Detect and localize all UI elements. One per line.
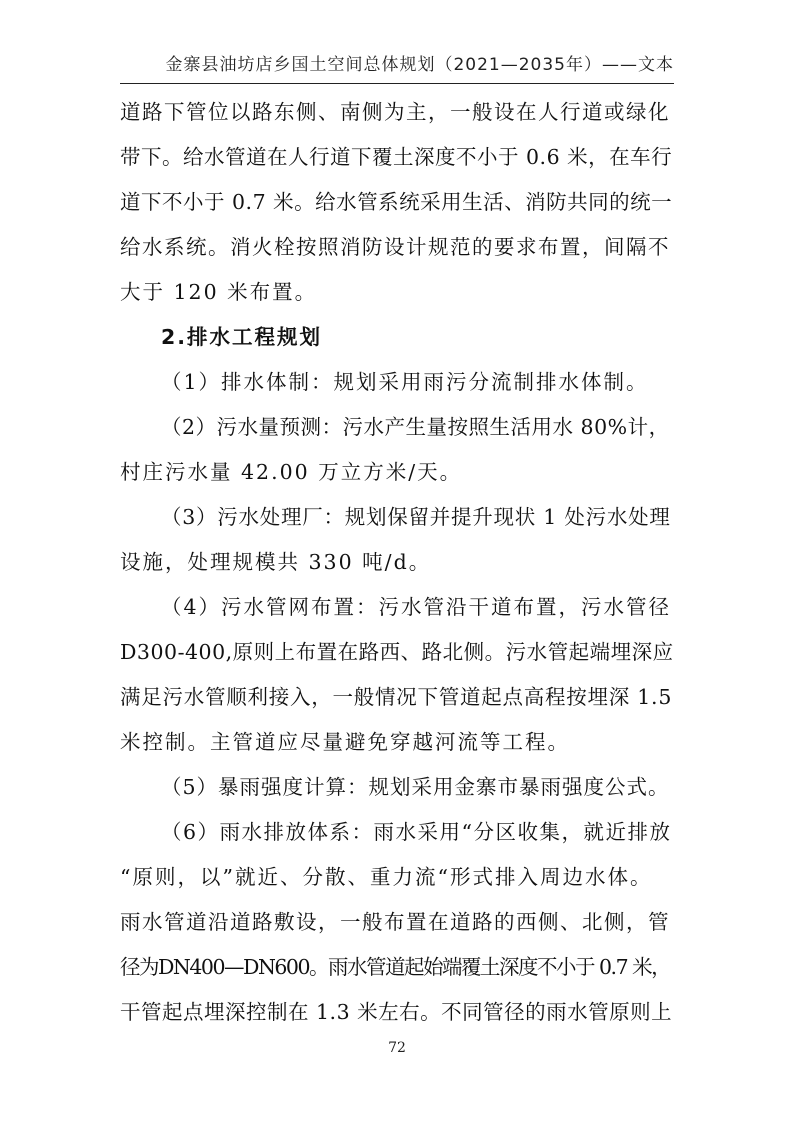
text-line: 雨水管道沿道路敷设，一般布置在道路的西侧、北侧，管: [120, 910, 670, 934]
text-line: （1）排水体制：规划采用雨污分流制排水体制。: [161, 370, 649, 394]
text-line: 米控制。主管道应尽量避免穿越河流等工程。: [120, 730, 570, 754]
text-line: D300-400,原则上布置在路西、路北侧。污水管起端埋深应: [120, 640, 674, 664]
text-line: 村庄污水量 42.00 万立方米/天。: [120, 460, 463, 484]
text-line: （5）暴雨强度计算：规划采用金寨市暴雨强度公式。: [161, 775, 670, 799]
text-line: 设施，处理规模共 330 吨/d。: [120, 550, 432, 574]
page-number: 72: [388, 1040, 406, 1056]
text-line: 满足污水管顺利接入，一般情况下管道起点高程按埋深 1.5: [120, 685, 673, 709]
text-line: （4）污水管网布置：污水管沿干道布置，污水管径: [161, 595, 672, 619]
text-line: （3）污水处理厂：规划保留并提升现状 1 处污水处理: [161, 505, 671, 529]
text-line: （6）雨水排放体系：雨水采用“分区收集，就近排放: [161, 820, 672, 844]
text-line: 带下。给水管道在人行道下覆土深度不小于 0.6 米，在车行: [120, 145, 673, 169]
text-line: 道下不小于 0.7 米。给水管系统采用生活、消防共同的统一: [120, 190, 673, 214]
text-line: （2）污水量预测：污水产生量按照生活用水 80%计，: [161, 415, 670, 439]
text-line: 径为DN400—DN600。雨水管道起始端覆土深度不小于 0.7 米，: [120, 955, 671, 979]
text-line: “原则，以”就近、分散、重力流“形式排入周边水体。: [120, 865, 653, 889]
text-line: 大于 120 米布置。: [120, 280, 318, 304]
section-heading: 2.排水工程规划: [161, 325, 323, 349]
text-line: 道路下管位以路东侧、南侧为主，一般设在人行道或绿化: [120, 100, 670, 124]
text-line: 干管起点埋深控制在 1.3 米左右。不同管径的雨水管原则上: [120, 1000, 673, 1024]
header-divider: [120, 83, 674, 84]
page-header: 金寨县油坊店乡国土空间总体规划（2021—2035年）——文本: [165, 55, 674, 75]
body-text: [120, 90, 674, 1035]
text-line: 给水系统。消火栓按照消防设计规范的要求布置，间隔不: [120, 235, 670, 259]
